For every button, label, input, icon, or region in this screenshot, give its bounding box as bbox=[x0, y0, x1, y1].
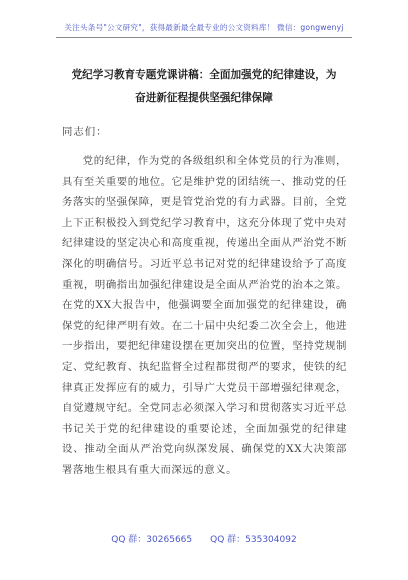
header-banner: 关注头条号"公文研究"，获得最新最全最专业的公文资料库！ 微信：gongwenyj bbox=[64, 23, 344, 32]
footer-qq-group-2: QQ 群：535304092 bbox=[210, 535, 297, 545]
footer-contact bbox=[0, 532, 408, 545]
body-paragraph: 党的纪律，作为党的各级组织和全体党员的行为准则，具有至关重要的地位。它是维护党的团结统一、推动党的任务落实的坚强保障，更是管党治党的有力武器。目前，全党上下正积极投入到党纪学习教育中，这充分体现了党中央对纪律建设的坚定决心和高度重视，传递出全面从严治党不断深化的明确信号。习近平总书记对党的纪律建设给予了高度重视，明确指出加强纪律建设是全面从严治党的治本之策。在党的XX大报告中，他强调要全面加强党的纪律建设，确保党的纪律严明有效。在二十届中央纪委二次全会上，他进一步指出，要把纪律建设摆在更加突出的位置，坚持党规制定、党纪教育、执纪监督全过程都贯彻严的要求，使铁的纪律真正发挥应有的威力，引导广大党员干部增强纪律观念，自觉遵规守纪。全党同志必须深入学习和贯彻落实习近平总书记关于党的纪律建设的重要论述，全面加强党的纪律建设、推动全面从严治党向纵深发展、确保党的XX大决策部署落地生根具有重大而深远的意义。 bbox=[62, 155, 347, 476]
document-title bbox=[40, 64, 368, 110]
title-line-2: 奋进新征程提供坚强纪律保障 bbox=[135, 92, 273, 104]
title-line-1: 党纪学习教育专题党课讲稿：全面加强党的纪律建设，为 bbox=[71, 69, 337, 81]
salutation: 同志们： bbox=[62, 126, 108, 138]
header-divider bbox=[56, 37, 352, 38]
footer-qq-group-1: QQ 群：30265665 bbox=[111, 535, 193, 545]
